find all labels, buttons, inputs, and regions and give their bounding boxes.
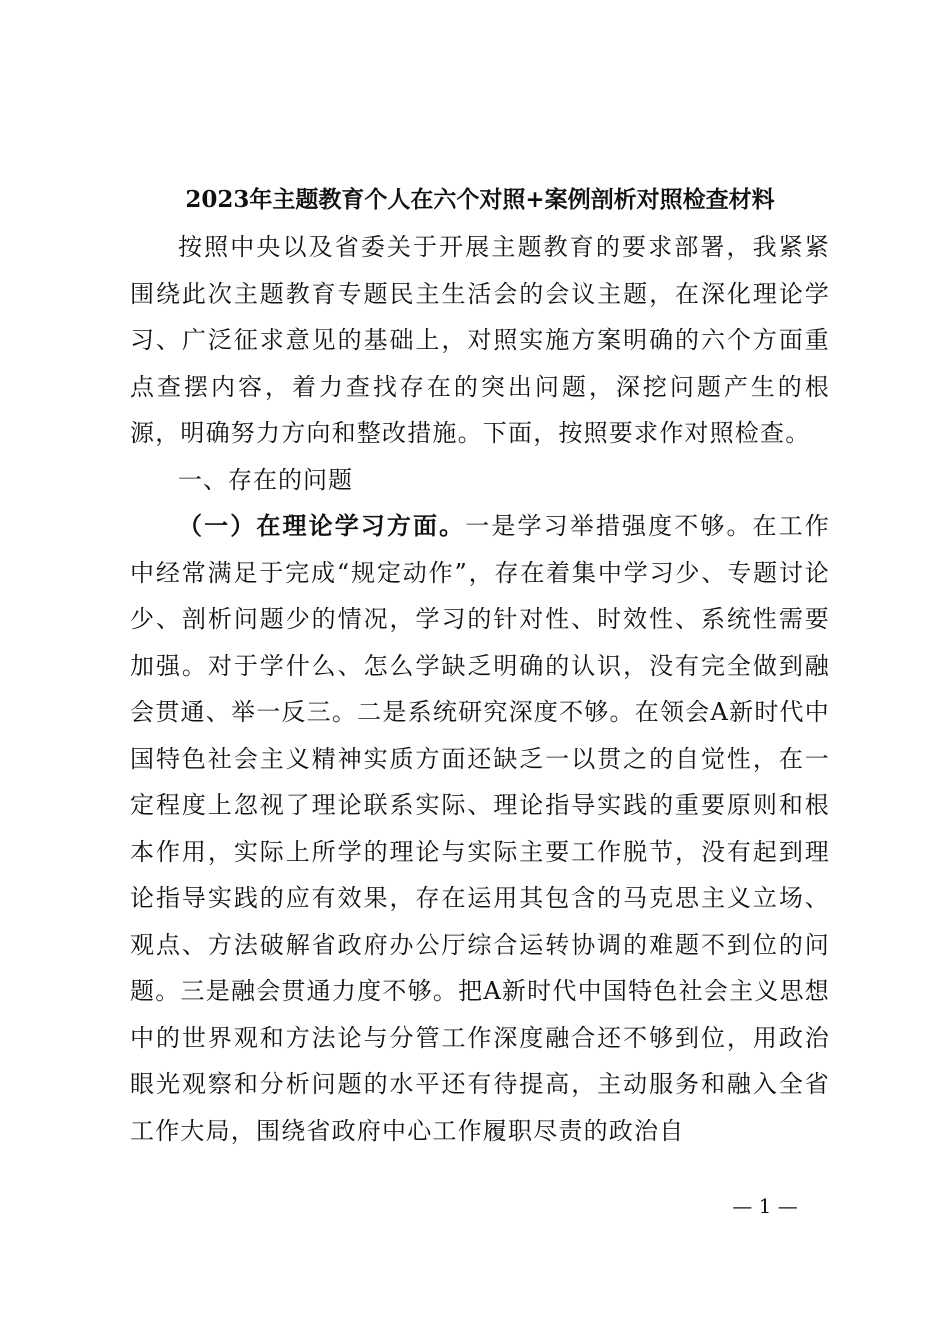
document-body [130, 224, 830, 1154]
section-heading-problems: 一、存在的问题 [178, 465, 353, 494]
subsection-heading-theory-study: （一）在理论学习方面。 [178, 511, 466, 540]
subsection-paragraph [130, 503, 830, 1154]
subsection-body-text: 一是学习举措强度不够。在工作中经常满足于完成“规定动作”，存在着集中学习少、专题讨论少、剖析问题少的情况，学习的针对性、时效性、系统性需要加强。对于学什么、怎么学缺乏明确的认识，没有完全做到融会贯通、举一反三。二是系统研究深度不够。在领会A新时代中国特色社会主义精神实质方面还缺乏一以贯之的自觉性，在一定程度上忽视了理论联系实际、理论指导实践的重要原则和根本作用，实际上所学的理论与实际主要工作脱节，没有起到理论指导实践的应有效果，存在运用其包含的马克思主义立场、观点、方法破解省政府办公厅综合运转协调的难题不到位的问题。三是融会贯通力度不够。把A新时代中国特色社会主义思想中的世界观和方法论与分管工作深度融合还不够到位，用政治眼光观察和分析问题的水平还有待提高，主动服务和融入全省工作大局，围绕省政府中心工作履职尽责的政治自 [130, 512, 830, 1145]
document-title: 2023年主题教育个人在六个对照+案例剖析对照检查材料 [185, 186, 775, 213]
intro-paragraph: 按照中央以及省委关于开展主题教育的要求部署，我紧紧围绕此次主题教育专题民主生活会的会议主题，在深化理论学习、广泛征求意见的基础上，对照实施方案明确的六个方面重点查摆内容，着力查找存在的突出问题，深挖问题产生的根源，明确努力方向和整改措施。下面，按照要求作对照检查。 [130, 233, 830, 447]
page-number: — 1 — [732, 1194, 798, 1218]
